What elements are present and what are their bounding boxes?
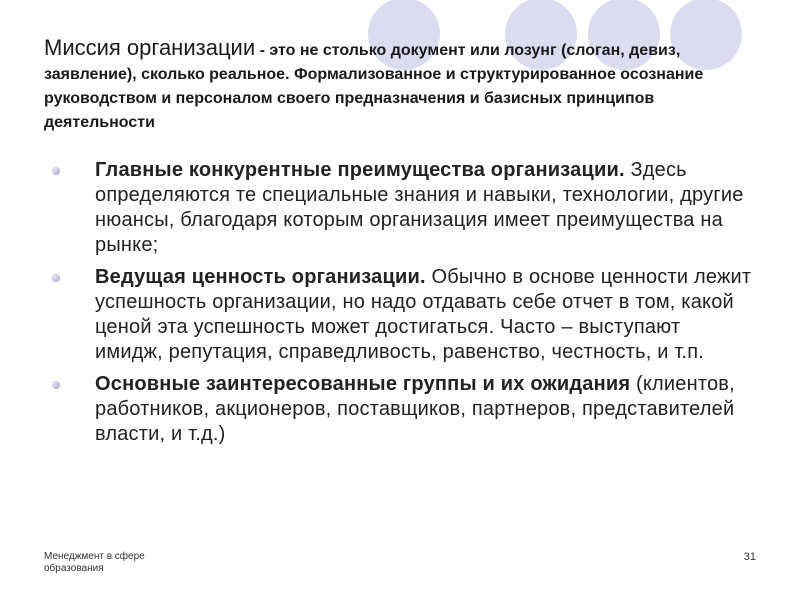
title-rest: - это не столько документ или лозунг (слоган, девиз, заявление), сколько реальное. Формализованное и структурированное осознание руководством и персоналом своего предназначения и базисных принципов деятельности bbox=[44, 42, 704, 131]
bullet-text: Здесь определяются те специальные знания и навыки, технологии, другие нюансы, благодаря которым организация имеет преимущества на рынке; bbox=[95, 159, 744, 256]
bullet-dot-icon bbox=[52, 167, 60, 175]
title-lead: Миссия организации bbox=[44, 35, 256, 60]
bullet-item bbox=[52, 158, 752, 258]
bullet-item bbox=[52, 265, 752, 365]
bullet-heading: Главные конкурентные преимущества организации. bbox=[95, 159, 625, 181]
bullet-text: (клиентов, работников, акционеров, поставщиков, партнеров, представителей власти, и т.д.) bbox=[95, 373, 735, 445]
bullet-dot-icon bbox=[52, 274, 60, 282]
bullet-list bbox=[52, 158, 752, 454]
footer-course-name: Менеджмент в сфере образования bbox=[44, 551, 145, 574]
slide-title bbox=[44, 36, 744, 135]
bullet-item bbox=[52, 372, 752, 447]
bullet-dot-icon bbox=[52, 381, 60, 389]
bullet-text: Обычно в основе ценности лежит успешность организации, но надо отдавать себе отчет в том, какой ценой эта успешность может достигаться. Часто – выступают имидж, репутация, справедливость, равенство, честность, и т.п. bbox=[95, 266, 752, 363]
page-number: 31 bbox=[743, 551, 756, 563]
bullet-heading: Основные заинтересованные группы и их ожидания bbox=[95, 373, 631, 395]
bullet-heading: Ведущая ценность организации. bbox=[95, 266, 426, 288]
